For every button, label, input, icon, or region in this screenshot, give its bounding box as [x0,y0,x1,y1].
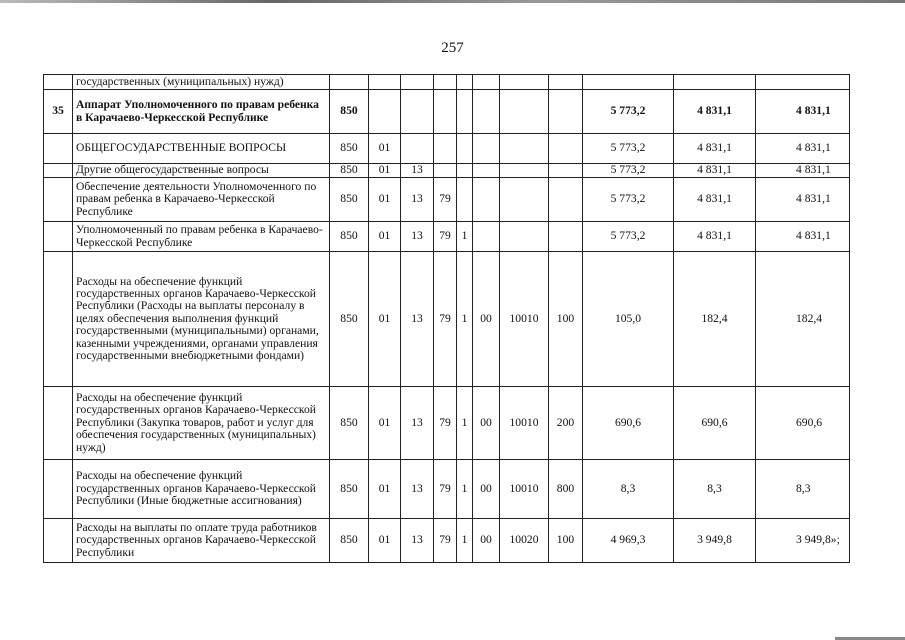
cell-section: 01 [369,387,401,460]
cell-amount-year-2: 4 831,1 [674,90,756,134]
cell-amount-year-3: 182,4 [756,252,850,387]
cell-amount-year-2: 8,3 [674,460,756,519]
cell-item-name: государственных (муниципальных) нужд) [73,75,330,90]
cell-item-name: Уполномоченный по правам ребенка в Карачаево-Черкесской Республике [73,222,330,252]
cell-expense-type [549,222,583,252]
cell-grbs: 850 [330,134,369,164]
cell-subsection: 13 [401,164,434,178]
cell-amount-year-2: 4 831,1 [674,164,756,178]
table-row [44,164,850,178]
cell-target-direction [500,164,549,178]
cell-subsection: 13 [401,222,434,252]
cell-section: 01 [369,519,401,563]
table-row [44,178,850,222]
cell-section: 01 [369,164,401,178]
cell-section: 01 [369,178,401,222]
cell-expense-type [549,178,583,222]
cell-item-name: Обеспечение деятельности Уполномоченного по правам ребенка в Карачаево-Черкесской Республике [73,178,330,222]
table-row [44,387,850,460]
cell-amount-year-1: 5 773,2 [583,222,674,252]
cell-row-number [44,164,73,178]
cell-target-program: 79 [434,252,457,387]
cell-amount-year-3: 690,6 [756,387,850,460]
cell-target-main-event [473,222,500,252]
cell-amount-year-1: 105,0 [583,252,674,387]
table-row [44,519,850,563]
cell-amount-year-2: 4 831,1 [674,178,756,222]
cell-grbs: 850 [330,387,369,460]
cell-target-subprogram [457,178,473,222]
cell-target-direction: 10010 [500,252,549,387]
cell-section: 01 [369,222,401,252]
cell-target-main-event: 00 [473,519,500,563]
cell-item-name: Аппарат Уполномоченного по правам ребенка в Карачаево-Черкесской Республике [73,90,330,134]
cell-target-direction: 10020 [500,519,549,563]
cell-target-program: 79 [434,519,457,563]
cell-expense-type [549,134,583,164]
cell-target-main-event [473,178,500,222]
cell-grbs: 850 [330,252,369,387]
cell-target-subprogram: 1 [457,460,473,519]
cell-target-direction [500,75,549,90]
cell-expense-type: 200 [549,387,583,460]
cell-item-name: Другие общегосударственные вопросы [73,164,330,178]
cell-target-main-event [473,75,500,90]
cell-expense-type: 800 [549,460,583,519]
cell-expense-type: 100 [549,252,583,387]
cell-item-name: Расходы на обеспечение функций государственных органов Карачаево-Черкесской Республики (Иные бюджетные ассигнования) [73,460,330,519]
cell-item-name: Расходы на обеспечение функций государственных органов Карачаево-Черкесской Республики (Расходы на выплаты персоналу в целях обеспечения выполнения функций государственными (муниципальными) органами, казенными учреждениями, органами управления государственными внебюджетными фондами) [73,252,330,387]
cell-target-main-event [473,90,500,134]
cell-expense-type [549,75,583,90]
cell-amount-year-3: 4 831,1 [756,178,850,222]
cell-target-program: 79 [434,460,457,519]
cell-target-direction [500,134,549,164]
cell-target-subprogram [457,164,473,178]
cell-grbs: 850 [330,519,369,563]
cell-item-name: Расходы на обеспечение функций государственных органов Карачаево-Черкесской Республики (Закупка товаров, работ и услуг для обеспечения государственных (муниципальных) нужд) [73,387,330,460]
cell-expense-type [549,164,583,178]
table-row [44,252,850,387]
cell-section [369,90,401,134]
cell-amount-year-1: 5 773,2 [583,90,674,134]
table-row [44,222,850,252]
cell-row-number [44,134,73,164]
cell-target-program: 79 [434,387,457,460]
cell-amount-year-3: 8,3 [756,460,850,519]
cell-subsection: 13 [401,252,434,387]
cell-subsection [401,134,434,164]
cell-expense-type: 100 [549,519,583,563]
cell-target-direction: 10010 [500,387,549,460]
cell-amount-year-1: 5 773,2 [583,178,674,222]
cell-section: 01 [369,252,401,387]
cell-amount-year-3: 4 831,1 [756,164,850,178]
cell-target-program [434,134,457,164]
cell-target-program [434,164,457,178]
cell-amount-year-3: 3 949,8»; [756,519,850,563]
table-row [44,134,850,164]
cell-target-main-event: 00 [473,460,500,519]
cell-target-subprogram: 1 [457,519,473,563]
cell-target-subprogram: 1 [457,387,473,460]
cell-item-name: ОБЩЕГОСУДАРСТВЕННЫЕ ВОПРОСЫ [73,134,330,164]
cell-target-main-event [473,134,500,164]
cell-row-number [44,460,73,519]
cell-amount-year-2: 182,4 [674,252,756,387]
cell-amount-year-2: 4 831,1 [674,222,756,252]
cell-target-main-event: 00 [473,387,500,460]
cell-section: 01 [369,134,401,164]
cell-row-number [44,75,73,90]
cell-row-number [44,178,73,222]
cell-grbs: 850 [330,178,369,222]
cell-target-main-event [473,164,500,178]
cell-subsection [401,90,434,134]
cell-expense-type [549,90,583,134]
cell-subsection: 13 [401,519,434,563]
cell-amount-year-3 [756,75,850,90]
cell-target-subprogram [457,134,473,164]
cell-row-number [44,387,73,460]
cell-amount-year-1: 8,3 [583,460,674,519]
cell-target-program [434,90,457,134]
cell-item-name: Расходы на выплаты по оплате труда работников государственных органов Карачаево-Черкесской Республики [73,519,330,563]
cell-grbs: 850 [330,460,369,519]
cell-target-direction [500,90,549,134]
cell-amount-year-3: 4 831,1 [756,134,850,164]
cell-amount-year-2: 690,6 [674,387,756,460]
cell-amount-year-1: 4 969,3 [583,519,674,563]
cell-target-main-event: 00 [473,252,500,387]
cell-target-direction: 10010 [500,460,549,519]
cell-subsection [401,75,434,90]
cell-target-direction [500,178,549,222]
cell-section: 01 [369,460,401,519]
cell-subsection: 13 [401,178,434,222]
cell-amount-year-1: 690,6 [583,387,674,460]
cell-target-subprogram [457,90,473,134]
cell-amount-year-2: 4 831,1 [674,134,756,164]
cell-row-number [44,222,73,252]
cell-grbs [330,75,369,90]
cell-target-subprogram: 1 [457,222,473,252]
cell-amount-year-3: 4 831,1 [756,222,850,252]
page-number: 257 [441,40,464,56]
table-row [44,90,850,134]
cell-row-number [44,252,73,387]
scan-edge-top [0,0,905,3]
budget-table [43,74,850,563]
cell-row-number [44,519,73,563]
cell-subsection: 13 [401,387,434,460]
cell-amount-year-1: 5 773,2 [583,134,674,164]
cell-target-program [434,75,457,90]
cell-amount-year-2: 3 949,8 [674,519,756,563]
budget-table-body [44,75,850,563]
cell-amount-year-1 [583,75,674,90]
cell-subsection: 13 [401,460,434,519]
table-row [44,460,850,519]
cell-amount-year-1: 5 773,2 [583,164,674,178]
cell-grbs: 850 [330,164,369,178]
cell-row-number: 35 [44,90,73,134]
cell-grbs: 850 [330,222,369,252]
cell-target-direction [500,222,549,252]
cell-target-program: 79 [434,222,457,252]
cell-amount-year-3: 4 831,1 [756,90,850,134]
cell-grbs: 850 [330,90,369,134]
cell-amount-year-2 [674,75,756,90]
cell-target-subprogram [457,75,473,90]
cell-target-program: 79 [434,178,457,222]
cell-section [369,75,401,90]
table-row [44,75,850,90]
cell-target-subprogram: 1 [457,252,473,387]
